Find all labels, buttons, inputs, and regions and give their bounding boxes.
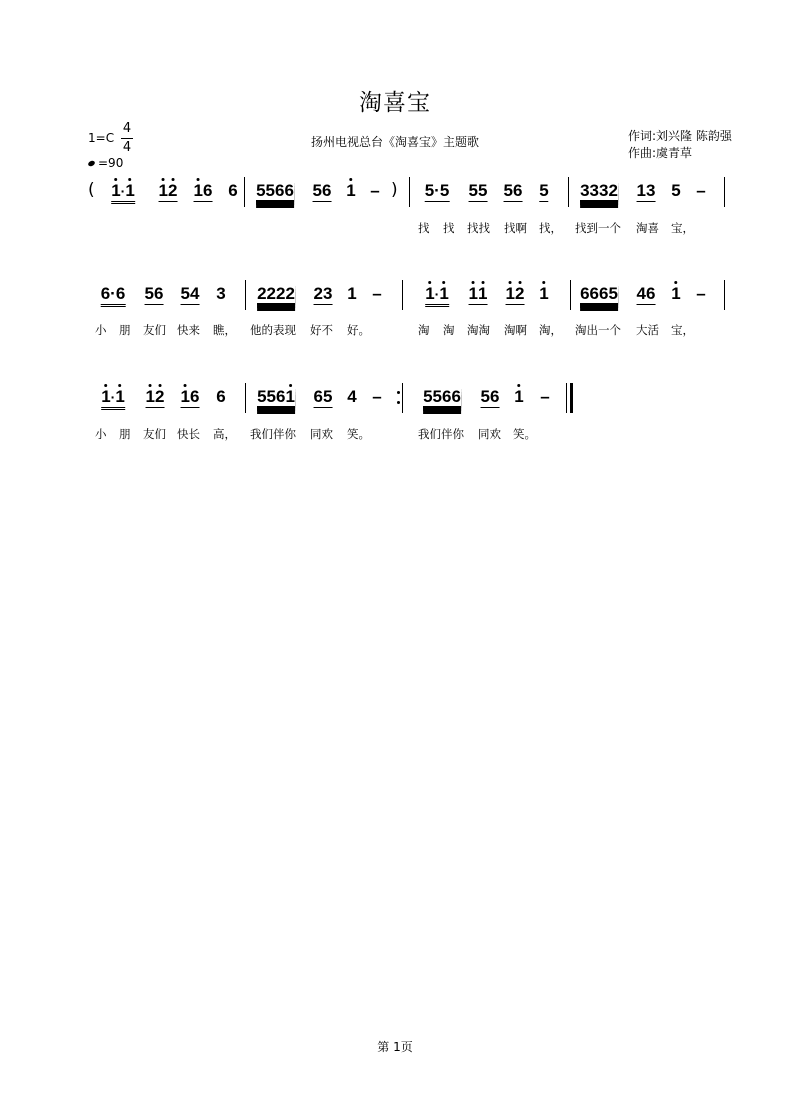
lyric: 宝， <box>671 221 694 235</box>
lyric: 高， <box>213 427 236 441</box>
tempo-marking <box>88 156 123 170</box>
note-group: 1 <box>346 181 356 200</box>
note-group: 5566 <box>423 387 461 406</box>
final-bar-thick <box>570 383 573 413</box>
note-group: – <box>696 181 706 200</box>
note-group: – <box>372 387 382 406</box>
lyric: 找啊 <box>504 221 527 235</box>
lyric: 大活 <box>636 323 659 337</box>
bar-line <box>409 177 410 207</box>
lyric: 同欢 <box>310 427 333 441</box>
note-group: 1 <box>514 387 524 406</box>
lyric: 朋 <box>119 427 131 441</box>
lyric: 友们 <box>143 323 166 337</box>
tempo-value: =90 <box>98 156 124 170</box>
lyric: 淘喜 <box>636 221 659 235</box>
lyric: 快来 <box>177 323 200 337</box>
lyric: 笑。 <box>347 427 370 441</box>
note-group: 46 <box>636 284 656 303</box>
note-group: 13 <box>636 181 656 200</box>
note-group: 5 <box>539 181 549 200</box>
bar-line <box>245 383 246 413</box>
note-group: 1·1 <box>111 181 135 201</box>
lyric: 淘 <box>418 323 430 337</box>
note-group: 3332 <box>580 181 618 200</box>
page-number: 第 1页 <box>377 1040 413 1054</box>
lyric: 找找 <box>467 221 490 235</box>
note-group: 1 <box>539 284 549 303</box>
time-signature-top: 4 <box>122 121 132 136</box>
lyric: 笑。 <box>513 427 536 441</box>
note-group: 6 <box>228 181 238 200</box>
lyric: 找 <box>443 221 455 235</box>
note-group: 3 <box>216 284 226 303</box>
lyric: 朋 <box>119 323 131 337</box>
lyric: 我们伴你 <box>418 427 464 441</box>
lyric: 快长 <box>177 427 200 441</box>
note-group: – <box>372 284 382 303</box>
composer: 作曲:虞青草 <box>628 146 693 160</box>
note-group: 2222 <box>257 284 295 303</box>
bar-line <box>568 177 569 207</box>
note-group: 1 <box>347 284 357 303</box>
note-group: 6·6 <box>101 284 126 304</box>
note-group: 6665 <box>580 284 618 303</box>
lyric: 找 <box>418 221 430 235</box>
lyric: 淘啊 <box>504 323 527 337</box>
note-group: 16 <box>180 387 200 406</box>
subtitle: 扬州电视总台《淘喜宝》主题歌 <box>310 135 479 149</box>
note-group: 54 <box>180 284 200 303</box>
bar-line <box>402 280 403 310</box>
note-group: 56 <box>312 181 332 200</box>
lyric: 同欢 <box>478 427 501 441</box>
repeat-bar-line <box>402 383 403 413</box>
lyric: 淘淘 <box>467 323 490 337</box>
note-group: 56 <box>480 387 500 406</box>
lyric: 瞧， <box>213 323 236 337</box>
open-parenthesis: ( <box>88 180 95 200</box>
note-group: 1·1 <box>101 387 125 407</box>
note-group: 55 <box>468 181 488 200</box>
final-bar-thin <box>566 383 567 413</box>
note-group: 56 <box>144 284 164 303</box>
note-group: – <box>370 181 380 200</box>
note-group: – <box>540 387 550 406</box>
repeat-dots <box>397 388 400 408</box>
lyric: 淘出一个 <box>575 323 621 337</box>
lyric: 找， <box>539 221 562 235</box>
note-group: 56 <box>503 181 523 200</box>
lyric: 好不 <box>310 323 333 337</box>
lyric: 我们伴你 <box>250 427 296 441</box>
note-group: 4 <box>347 387 357 406</box>
bar-line <box>724 280 725 310</box>
note-group: 12 <box>145 387 165 406</box>
lyric: 找到一个 <box>575 221 621 235</box>
lyric: 淘 <box>443 323 455 337</box>
lyric: 好。 <box>347 323 370 337</box>
lyric: 宝， <box>671 323 694 337</box>
lyric: 友们 <box>143 427 166 441</box>
note-group: 1 <box>671 284 681 303</box>
note-group: 1·1 <box>425 284 449 304</box>
note-group: 12 <box>505 284 525 303</box>
note-group: – <box>696 284 706 303</box>
time-signature-bottom: 4 <box>122 140 132 155</box>
note-group: 5561 <box>257 387 295 406</box>
bar-line <box>724 177 725 207</box>
song-title: 淘喜宝 <box>359 90 431 116</box>
lyric: 淘， <box>539 323 562 337</box>
quarter-note-icon <box>87 160 95 167</box>
key-signature: 1=C <box>88 131 115 145</box>
close-parenthesis: ) <box>391 180 398 200</box>
lyric: 小 <box>95 323 107 337</box>
note-group: 6 <box>216 387 226 406</box>
note-group: 65 <box>313 387 333 406</box>
bar-line <box>570 280 571 310</box>
note-group: 5 <box>671 181 681 200</box>
bar-line <box>245 280 246 310</box>
note-group: 5·5 <box>424 181 450 200</box>
bar-line <box>244 177 245 207</box>
lyric: 小 <box>95 427 107 441</box>
note-group: 16 <box>193 181 213 200</box>
note-group: 11 <box>468 284 488 303</box>
note-group: 5566 <box>256 181 294 200</box>
lyric: 他的表现 <box>250 323 296 337</box>
note-group: 23 <box>313 284 333 303</box>
lyricist: 作词:刘兴隆 陈韵强 <box>628 129 732 143</box>
note-group: 12 <box>158 181 178 200</box>
